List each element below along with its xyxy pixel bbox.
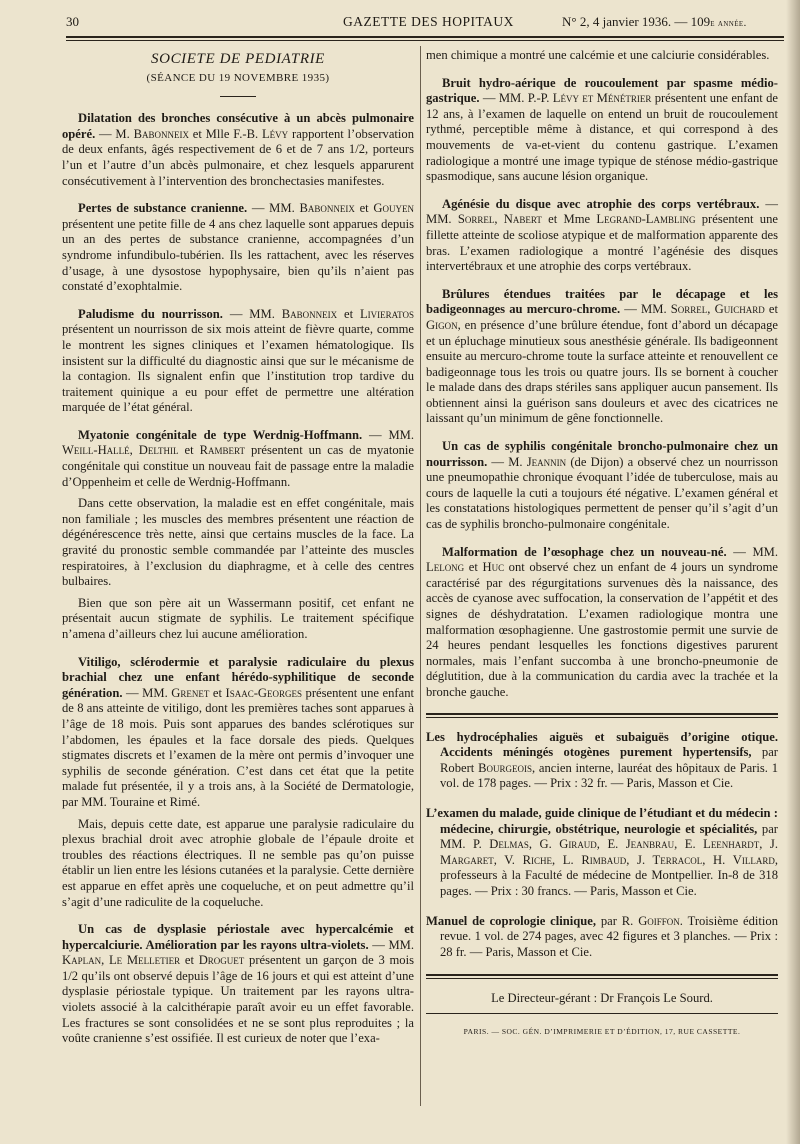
article-title: Bruit hydro-aérique de roucoulement par spasme médio-gastrique. xyxy=(426,75,778,106)
article-body: présentent un cas de myatonie congénitale qui constitue un nouveau fait de passage entre la maladie d’Oppenheim et celle de Werdnig-Hoffmann. xyxy=(62,443,415,489)
article-title: Agénésie du disque avec atrophie des corps vertébraux. xyxy=(442,196,760,211)
text: — MM. xyxy=(247,201,300,216)
article-dysplasie-continued: men chimique a montré une calcémie et une calciurie considérables. xyxy=(426,48,770,62)
article-body: (de Dijon) a observé chez un nourrisson une pneumopathie chronique évoquant l’idée de tuberculose, mais au cours de laquelle la cuti a toujours été négative. L’examen général et les constatations histologiques permettent de penser qu’il s’agit d’un cas de syphilis broncho-pulmonaire congénitale. xyxy=(426,454,778,532)
book-title: Les hydrocéphalies aiguës et subaiguës d’origine otique. Accidents méningés otogènes purement hypertensifs, xyxy=(426,729,778,760)
author: Sorrel, Guichard xyxy=(670,302,765,317)
text: — MM. xyxy=(426,196,778,227)
printer-imprint: PARIS. — SOC. GÉN. D’IMPRIMERIE ET D’ÉDITION, 17, RUE CASSETTE. xyxy=(463,1026,741,1036)
author: Sorrel, Nabert xyxy=(457,212,542,227)
author: Legrand-Lambling xyxy=(596,212,696,227)
footer-rule xyxy=(426,1013,778,1014)
book-review-examen-malade xyxy=(426,806,778,900)
book-title: Manuel de coprologie clinique, xyxy=(426,913,596,928)
article-body: présentent un garçon de 3 mois 1/2 qu’ils ont observé depuis l’âge de 16 jours et qui est atteint d’une dysplasie périostale typique. Un traitement par les rayons ultra-violets associé à la calcithérapie paraît avoir eu un effet favorable. Les fractures se sont consolidées et ne se sont plus reproduites ; la voûte cranienne s’est ossifiée. Il est curieux de noter que l’exa- xyxy=(62,953,415,1046)
author: Lévy xyxy=(261,126,289,141)
article-body: présentent une fillette atteinte de scoliose atypique et de malformation apparente des bras. L’examen radiologique a montré l’agénésie des disques intervertébraux et une atrophie des corps vertébraux. xyxy=(426,212,778,274)
text: et xyxy=(209,685,226,700)
author: Babonneix xyxy=(281,306,338,321)
book-title: L’examen du malade, guide clinique de l’étudiant et du médecin : médecine, chirurgie, obstétrique, neurologie et spécialités, xyxy=(426,805,778,836)
text: et Mlle F.-B. xyxy=(188,126,262,141)
article-agenesie xyxy=(426,197,778,275)
article-title: Un cas de dysplasie périostale avec hypercalcémie et hypercalciurie. Amélioration par les rayons ultra-violets. xyxy=(62,922,414,952)
author: Rambert xyxy=(199,443,245,458)
article-dysplasie xyxy=(62,922,414,1047)
issue-date: N° 2, 4 janvier 1936. — 109 xyxy=(562,14,711,29)
text: — MM. xyxy=(122,685,172,700)
article-myatonie-p3: Bien que son père ait un Wassermann positif, cet enfant ne présentait aucun stigmate de syphilis. Le traitement spécifique n’amena d’ailleurs chez lui aucune amélioration. xyxy=(62,595,414,641)
article-oesophage xyxy=(426,545,778,701)
text: et Mme xyxy=(541,212,597,227)
text: — M. xyxy=(95,126,134,141)
book-details: , ancien interne, lauréat des hôpitaux de Paris. 1 vol. de 178 pages. — Prix : 32 fr. — Paris, Masson et Cie. xyxy=(440,760,778,791)
book-details: . Troisième édition revue. 1 vol. de 274 pages, avec 42 figures et 3 planches. — Prix : 28 fr. — Paris, Masson et Cie. xyxy=(440,913,779,959)
article-title: Malformation de l’œsophage chez un nouveau-né. xyxy=(442,544,727,559)
article-title: Pertes de substance cranienne. xyxy=(78,201,248,216)
article-body: ont observé chez un enfant de 4 jours un syndrome caractérisé par des régurgitations survenues dès la naissance, des accès de cyanose avec suffocation, la conservation de l’appétit et des signes de déshydratation. L’examen radiologique montra une malformation œsophagienne. Une gastrostomie permit une survie de 24 heures pendant lesquelles les fonctions digestives parurent normales, mais l’enfant succomba à une broncho-pneumonie de déglutition, due à la communication du cardia avec la trachée et la bronche gauche. xyxy=(426,560,778,699)
author: Lévy et Ménétrier xyxy=(552,91,652,106)
text: et xyxy=(464,560,483,575)
text: et xyxy=(764,302,778,317)
session-date: (SÉANCE DU 19 NOVEMBRE 1935) xyxy=(146,71,330,84)
article-pertes-substance xyxy=(62,201,414,295)
author: Isaac-Georges xyxy=(225,685,302,700)
text: par MM. P. xyxy=(440,821,778,852)
article-syphilis-broncho xyxy=(426,439,778,533)
text: et xyxy=(354,201,374,216)
text: — MM. xyxy=(362,427,415,442)
article-body: présentent une petite fille de 4 ans chez laquelle sont apparues depuis un an des pertes de substance cranienne, accompagnées d’un syndrome infundibulo-tubérien. Ils les rattachent, avec les réserves d’usage, à une dysostose hypophysaire, bien qu’ils n’aient pas constaté d’exophtalmie. xyxy=(62,216,414,294)
article-vitiligo xyxy=(62,655,414,811)
column-divider xyxy=(420,46,421,1106)
article-myatonie-p2: Dans cette observation, la maladie est en effet congénitale, mais non familiale ; les muscles des membres présentent une réaction de dégénérescence très nette, ainsi que certains muscles de la face. La gravité du pronostic semble commandée par l’atteinte des muscles respiratoires, à l’exclusion du diaphragme, et à celle des centres bulbaires. xyxy=(62,496,414,589)
section-separator xyxy=(220,96,256,97)
text: — MM. P.-P. xyxy=(479,91,553,106)
book-details: , professeurs à la Faculté de médecine de Montpellier. In-8 de 318 pages. — Prix : 30 francs. — Paris, Masson et Cie. xyxy=(440,852,778,898)
text: — MM. xyxy=(620,302,671,317)
author: Weill-Hallé, Delthil xyxy=(62,443,179,458)
header-rule-thin xyxy=(66,40,784,41)
text: et xyxy=(337,306,360,321)
author: Lelong xyxy=(426,560,465,575)
author: Droguet xyxy=(198,953,245,968)
text: et xyxy=(180,953,199,968)
author: Babonneix xyxy=(133,126,189,141)
text: par R. xyxy=(596,913,639,928)
page-number: 30 xyxy=(66,14,79,29)
author: Kaplan, Le Melletier xyxy=(62,953,181,968)
article-body: rapportent l’observation de deux enfants, âgés respectivement de 6 et de 7 ans 1/2, porteurs l’un et l’autre d’un abcès pulmonaire, et chez lesquels apparurent consécutivement à l’intervention des bronchectasies manifestes. xyxy=(62,126,415,188)
author: Delmas, G. Giraud, E. Jeanbrau, E. Leenhardt, J. Margaret, V. Riche, L. Rimbaud, J. Terracol, H. Villard xyxy=(440,837,778,867)
author: Gouyen xyxy=(373,201,414,216)
article-title: Brûlures étendues traitées par le décapage et les badigeonnages au mercuro-chrome. xyxy=(426,286,778,317)
author: Bourgeois xyxy=(478,760,532,775)
issue-info xyxy=(562,14,747,30)
article-title: Un cas de syphilis congénitale broncho-pulmonaire chez un nourrisson. xyxy=(426,439,778,469)
author: Livieratos xyxy=(359,306,414,321)
article-vitiligo-p2: Mais, depuis cette date, est apparue une paralysie radiculaire du plexus brachial droit avec atrophie globale de l’épaule droite et troubles des réactions électriques. Il ne semble pas qu’on puisse établir un lien entre les lésions cutanées et la paralysie. Cette dernière est apparue en effet après une coqueluche, et on peut admettre qu’il s’agit d’une radiculite de la coqueluche. xyxy=(62,816,414,909)
article-body: présentent une enfant de 12 ans, à l’examen de laquelle on entend un bruit de roucoulement rythmé, perceptible même à distance, et qui correspond à des mouvements de va-et-vient du contenu gastrique. L’examen radiologique a montré une image typique de sténose médio-gastrique spasmodique, sans aucune lésion organique. xyxy=(426,91,779,184)
article-dilatation xyxy=(62,111,414,189)
text: — MM. xyxy=(222,306,282,321)
footer-separator xyxy=(426,974,778,979)
right-column xyxy=(426,48,778,1039)
author: Babonneix xyxy=(299,201,355,216)
article-title: Paludisme du nourrisson. xyxy=(78,306,223,321)
text: — MM. xyxy=(368,937,415,952)
article-title: Dilatation des bronches consécutive à un abcès pulmonaire opéré. xyxy=(62,111,414,141)
text: et xyxy=(178,443,200,458)
author: Gigon xyxy=(426,317,458,332)
article-body: présentent une enfant de 8 ans atteinte de vitiligo, dont les premières taches sont apparues à l’âge de 18 mois. Puis sont apparues des bandes sclérotiques sur l’abdomen, les épaules et la face dorsale des pieds. Quelques stigmates discrets et l’examen de la mère ont permis d’invoquer une syphilis de seconde génération. C’est dans cet état que la petite malade fut présentée, il y a trois ans, à la Société de Dermatologie, par MM. Touraine et Rimé. xyxy=(62,685,414,809)
text: — M. xyxy=(487,454,527,469)
author: Grenet xyxy=(171,685,210,700)
text: par Robert xyxy=(440,745,778,775)
article-brulures xyxy=(426,287,778,427)
books-separator xyxy=(426,713,778,718)
author: Huc xyxy=(482,560,505,575)
header-rule-thick xyxy=(66,36,784,38)
book-review-hydrocephalies xyxy=(426,730,778,792)
page-header xyxy=(0,0,800,40)
article-bruit-hydro-aerique xyxy=(426,76,778,185)
text: — MM. xyxy=(726,544,778,559)
article-body: présentent un nourrisson de six mois atteint de fièvre quarte, comme le montrent les signes cliniques et l’examen hématologique. Ils insistent sur la difficulté du diagnostic ainsi que sur le mécanisme de la contagion. Ils signalent enfin que l’institution trop tardive du traitement quinique a eu pour effet de permettre une altération marquée de l’état général. xyxy=(62,322,414,415)
author: Goiffon xyxy=(638,913,680,928)
article-body: , en présence d’une brûlure étendue, font d’abord un décapage et un épluchage minutieux sous anesthésie générale. Ils badigeonnent ensuite au mercuro-chrome toute la surface atteinte et renouvellent ce badigeonnage tous les trois ou quatre jours. Ils se bornent à coucher le malade dans des draps stériles sans appliquer aucun pansement. Ils obtiennent ainsi la guérison sans douleurs et avec des cicatrices ne laissant qu’un minimum de gêne fonctionnelle. xyxy=(426,317,778,426)
article-myatonie xyxy=(62,428,414,490)
author: Jeannin xyxy=(526,454,567,469)
journal-title: GAZETTE DES HOPITAUX xyxy=(343,14,514,29)
article-title: Myatonie congénitale de type Werdnig-Hoffmann. xyxy=(78,427,363,442)
section-title: SOCIETE DE PEDIATRIE xyxy=(151,51,325,67)
director-signature: Le Directeur-gérant : Dr François Le Sourd. xyxy=(491,991,713,1006)
book-review-coprologie xyxy=(426,914,778,961)
article-paludisme xyxy=(62,307,414,416)
article-title: Vitiligo, sclérodermie et paralysie radiculaire du plexus brachial chez une enfant hérédo-syphilitique de seconde génération. xyxy=(62,654,414,700)
left-column xyxy=(62,48,414,1059)
issue-year-suffix: e année. xyxy=(710,18,747,29)
